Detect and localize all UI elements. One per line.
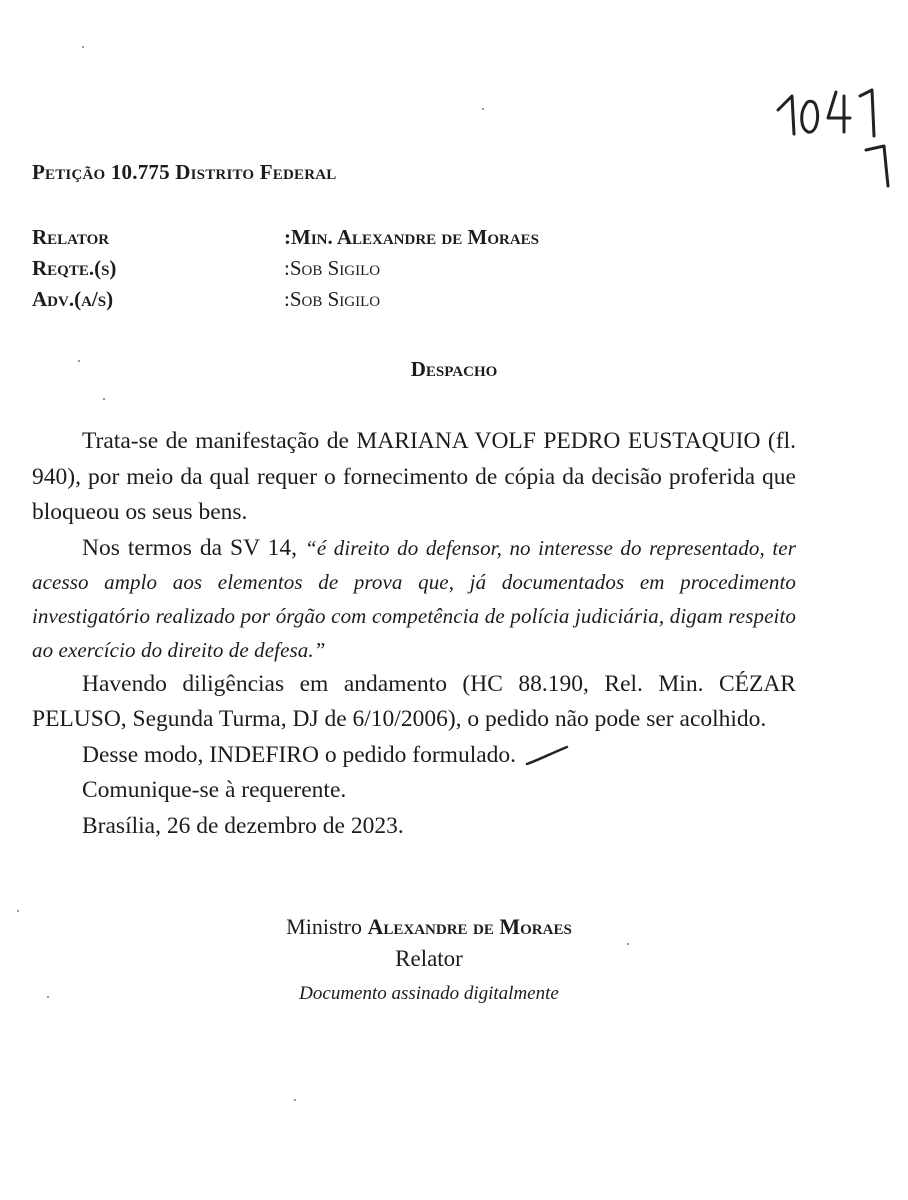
party-label: Adv.(a/s) xyxy=(32,287,114,311)
dispatch-body xyxy=(32,424,796,844)
scan-speck xyxy=(78,360,80,362)
paragraph: Brasília, 26 de dezembro de 2023. xyxy=(82,812,404,839)
signature-name: Alexandre de Moraes xyxy=(367,914,572,939)
handwritten-tick xyxy=(524,744,570,768)
scan-speck xyxy=(47,996,49,998)
section-heading: Despacho xyxy=(410,357,498,381)
paragraph: Comunique-se à requerente. xyxy=(82,777,347,803)
party-value: Sob Sigilo xyxy=(289,256,381,280)
handwritten-page-number xyxy=(770,82,900,192)
sv14-quote: “é direito do defensor, no interesse do representado, ter acesso amplo aos elementos de prova que, já documentados em procedimento investigatório realizado por órgão com competência de polícia judiciária, digam respeito ao exercício do direito de defesa.” xyxy=(32,535,796,662)
signature-note: Documento assinado digitalmente xyxy=(299,983,559,1004)
scan-speck xyxy=(294,1099,296,1101)
party-value: Min. Alexandre de Moraes xyxy=(291,225,540,249)
petition-title: Petição 10.775 Distrito Federal xyxy=(32,160,337,184)
signature-role: Relator xyxy=(395,946,463,971)
party-value: Sob Sigilo xyxy=(289,287,381,311)
signature-prefix: Ministro xyxy=(286,914,368,939)
paragraph xyxy=(32,531,796,667)
paragraph xyxy=(32,738,796,774)
scan-speck xyxy=(82,46,84,48)
decision-text: Desse modo, INDEFIRO o pedido formulado. xyxy=(82,741,517,768)
scan-speck xyxy=(17,910,19,912)
paragraph-prefix: Nos termos da SV 14, xyxy=(82,534,306,561)
document-page: Petição 10.775 Distrito Federal Relator :Min. Alexandre de Moraes Reqte.(s) :Sob Sigilo Adv.(a/s) :Sob Sigilo Despacho Trata-se de manifestação de MARIANA VOLF PEDRO EUSTAQUIO (fl. 940), por meio da qual requer o fornecimento de cópia da decisão proferida que bloqueou os seus bens. Nos termos da SV 14, “é direito do defensor, no interesse do representado, ter acesso amplo aos elementos de prova que, já documentados em procedimento investigatório realizado por órgão com competência de polícia judiciária, digam respeito ao exercício do direito de defesa.” Havendo diligências em andamento (HC 88.190, Rel. Min. CÉZAR PELUSO, Segunda Turma, DJ de 6/10/2006), o pedido não pode ser acolhido. Desse modo, INDEFIRO o pedido formulado. Comunique-se à requerente. Brasília, 26 de dezembro de 2023. Ministro Alexandre de Moraes Relator Documento assinado digitalmente xyxy=(0,0,908,1200)
scan-speck xyxy=(627,943,629,945)
scan-speck xyxy=(482,108,484,110)
paragraph: Trata-se de manifestação de MARIANA VOLF PEDRO EUSTAQUIO (fl. 940), por meio da qual requer o fornecimento de cópia da decisão proferida que bloqueou os seus bens. xyxy=(32,428,796,525)
party-label: Reqte.(s) xyxy=(32,256,117,280)
scan-speck xyxy=(103,398,105,400)
party-label: Relator xyxy=(32,225,110,249)
signature-name-line xyxy=(0,914,858,940)
paragraph: Havendo diligências em andamento (HC 88.190, Rel. Min. CÉZAR PELUSO, Segunda Turma, DJ de 6/10/2006), o pedido não pode ser acolhido. xyxy=(32,670,796,732)
